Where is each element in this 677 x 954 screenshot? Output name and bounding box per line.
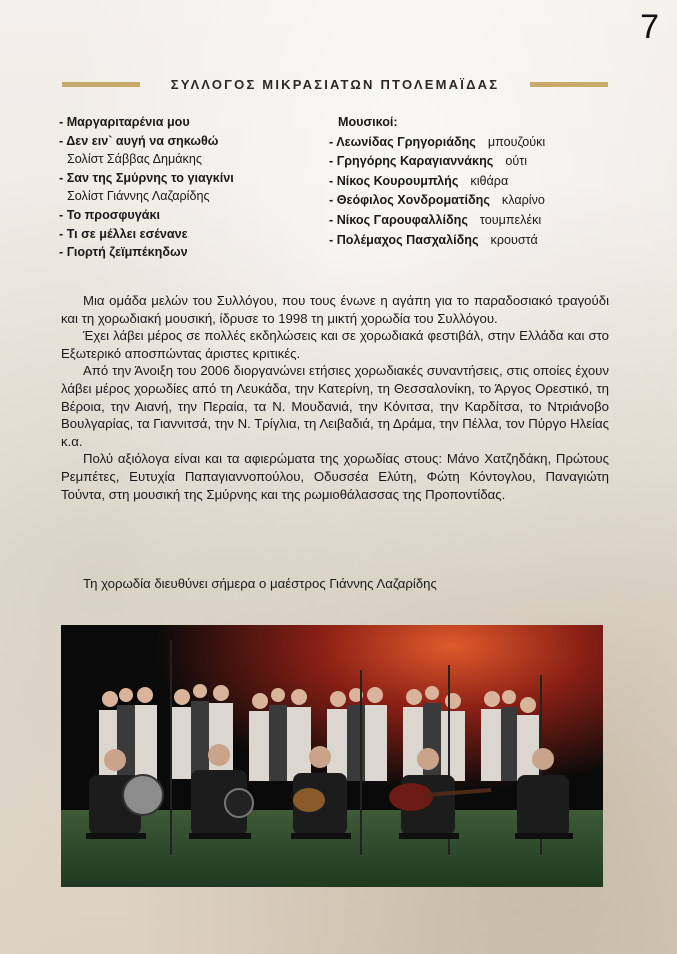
song-item: - Γιορτή ζεϊμπέκηδων: [59, 245, 188, 260]
song-item: - Σαν της Σμύρνης το γιαγκίνι: [59, 170, 234, 185]
musician-row: [329, 172, 545, 192]
musician-row: [329, 152, 545, 172]
musician-name: - Πολέμαχος Πασχαλίδης: [329, 232, 479, 247]
song-list: [59, 113, 234, 262]
musician-instrument: κρουστά: [490, 232, 538, 247]
musician-instrument: τουμπελέκι: [479, 212, 542, 227]
header-rule-right: [530, 82, 608, 87]
choir-photo-illustration: [61, 625, 603, 887]
section-header: [62, 73, 608, 95]
song-item: - Δεν ειν` αυγή να σηκωθώ: [59, 133, 219, 148]
page-number: 7: [640, 8, 659, 46]
musician-name: - Λεωνίδας Γρηγοριάδης: [329, 134, 476, 149]
musician-row: [329, 133, 545, 153]
musician-instrument: μπουζούκι: [487, 134, 546, 149]
song-item: - Μαργαριταρένια μου: [59, 115, 190, 129]
song-soloist: Σολίστ Σάββας Δημάκης: [67, 152, 202, 167]
musician-instrument: κιθάρα: [470, 173, 509, 188]
musician-name: - Νίκος Κουρουμπλής: [329, 173, 459, 188]
musician-row: [329, 211, 545, 231]
body-paragraph: Μια ομάδα μελών του Συλλόγου, που τους ένωνε η αγάπη για το παραδοσιακό τραγούδι και τη χορωδιακή μουσική, ίδρυσε το 1998 τη μικτή χορωδία του Συλλόγου.: [61, 293, 609, 326]
musician-row: [329, 191, 545, 211]
song-item: - Τι σε μέλλει εσένανε: [59, 226, 188, 241]
musician-name: - Νίκος Γαρουφαλλίδης: [329, 212, 468, 227]
musician-name: - Γρηγόρης Καραγιαννάκης: [329, 154, 494, 169]
song-soloist: Σολίστ Γιάννης Λαζαρίδης: [67, 189, 210, 204]
musicians-title: Μουσικοί:: [338, 115, 398, 129]
musician-instrument: ούτι: [505, 154, 527, 169]
body-paragraph: Έχει λάβει μέρος σε πολλές εκδηλώσεις και σε χορωδιακά φεστιβάλ, στην Ελλάδα και στο Εξωτερικό αποσπώντας άριστες κριτικές.: [61, 328, 609, 361]
musician-name: - Θεόφιλος Χονδροματίδης: [329, 193, 490, 208]
song-item: - Το προσφυγάκι: [59, 207, 160, 222]
musicians-list: [329, 113, 545, 250]
header-title: ΣΥΛΛΟΓΟΣ ΜΙΚΡΑΣΙΑΤΩΝ ΠΤΟΛΕΜΑΪΔΑΣ: [170, 76, 500, 92]
conductor-line: Τη χορωδία διευθύνει σήμερα ο μαέστρος Γιάννης Λαζαρίδης: [83, 576, 437, 591]
musician-row: [329, 231, 545, 251]
body-text: [61, 292, 609, 503]
body-paragraph: Πολύ αξιόλογα είναι και τα αφιερώματα της χορωδίας στους: Μάνο Χατζηδάκη, Πρώτους Ρεμπέτες, Ευτυχία Παπαγιαννοπούλου, Οδυσσέα Ελύτη, Φώτη Κόντογλου, Παναγιώτη Τούντα, στη μουσική της Σμύρνης και της ρωμιοθάλασσας της Προποντίδας.: [61, 451, 609, 502]
musician-instrument: κλαρίνο: [501, 193, 545, 208]
body-paragraph: Από την Άνοιξη του 2006 διοργανώνει ετήσιες χορωδιακές συναντήσεις, στις οποίες έχουν λάβει μέρος χορωδίες από τη Λευκάδα, την Κατερίνη, τη Θεσσαλονίκη, το Άργος Ορεστικό, τη Βέροια, την Αιανή, την Περαία, τα Ν. Μουδανιά, την Κόνιτσα, την Καρδίτσα, το Ντριάνοβο Βουλγαρίας, τα Γιαννιτσά, την Ν. Τρίγλια, τη Λειβαδιά, τη Δράμα, την Πέλλα, τον Πύργο Ηλείας κ.α.: [61, 363, 609, 449]
header-rule-left: [62, 82, 140, 87]
choir-photo: [61, 625, 603, 887]
